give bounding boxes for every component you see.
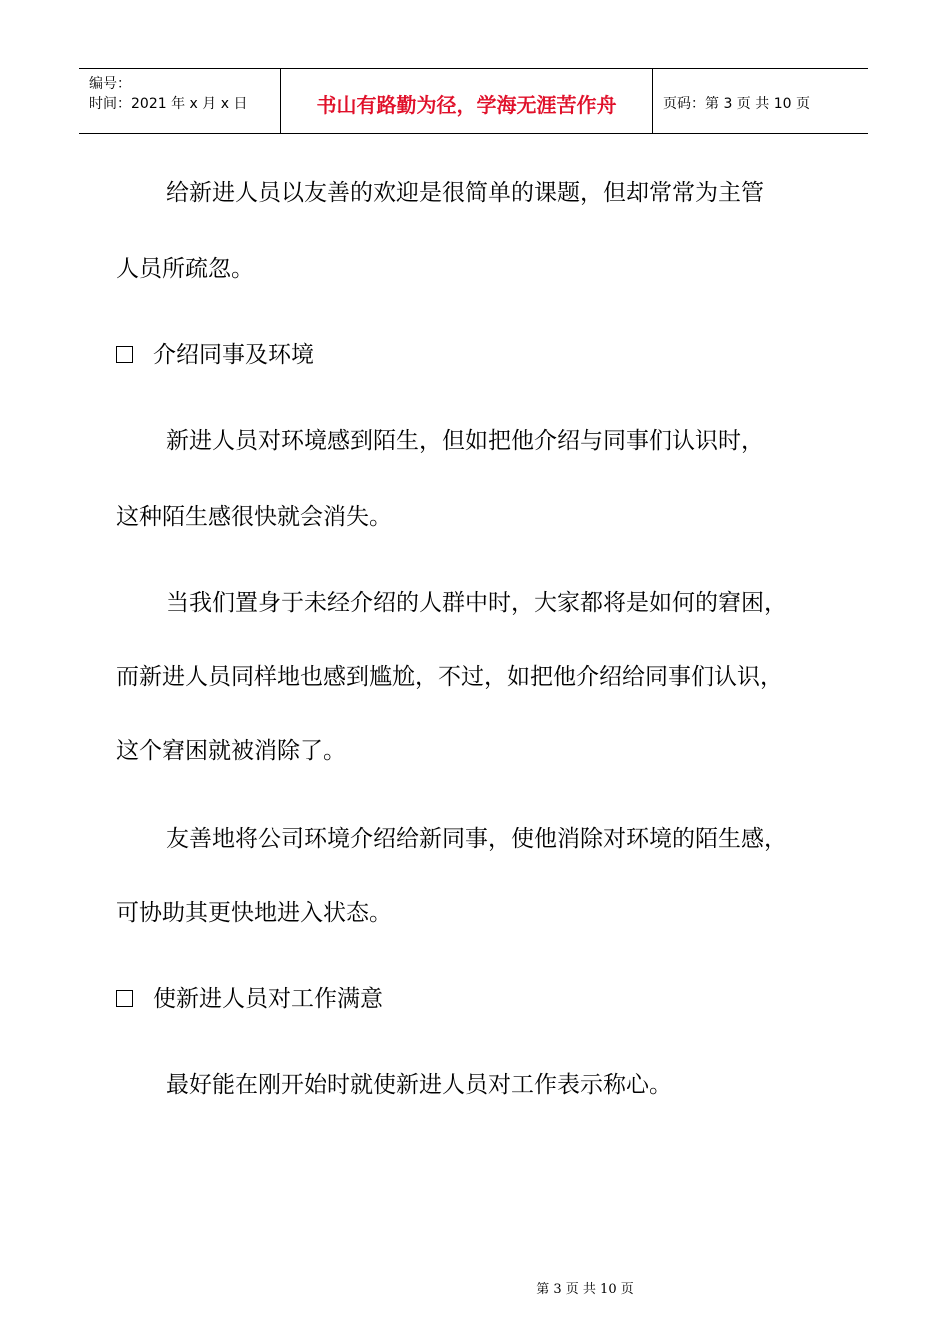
paragraph-line: 而新进人员同样地也感到尴尬，不过，如把他介绍给同事们认识，	[116, 664, 783, 690]
paragraph-line: 给新进人员以友善的欢迎是很简单的课题，但却常常为主管	[166, 180, 764, 206]
document-date-label: 时间：2021 年 x 月 x 日	[89, 96, 248, 112]
document-number-label: 编号：	[89, 76, 131, 92]
header-page-info: 页码：第 3 页 共 10 页	[663, 96, 810, 112]
paragraph-line: 可协助其更快地进入状态。	[116, 900, 392, 926]
header-motto: 书山有路勤为径，学海无涯苦作舟	[281, 69, 653, 133]
paragraph-line: 这个窘困就被消除了。	[116, 738, 346, 764]
section-heading-job-satisfaction	[116, 984, 836, 1014]
section-heading-text: 介绍同事及环境	[153, 342, 314, 368]
document-header	[79, 68, 868, 134]
section-heading-introduce-colleagues	[116, 340, 836, 370]
checkbox-bullet-icon	[116, 346, 133, 363]
section-heading-text: 使新进人员对工作满意	[153, 986, 383, 1012]
paragraph-line: 友善地将公司环境介绍给新同事，使他消除对环境的陌生感，	[166, 826, 787, 852]
page-footer: 第 3 页 共 10 页	[536, 1282, 634, 1297]
paragraph-line: 新进人员对环境感到陌生，但如把他介绍与同事们认识时，	[166, 428, 764, 454]
header-meta-cell	[79, 69, 281, 133]
paragraph-line: 当我们置身于未经介绍的人群中时，大家都将是如何的窘困，	[166, 590, 787, 616]
checkbox-bullet-icon	[116, 990, 133, 1007]
paragraph-line: 最好能在刚开始时就使新进人员对工作表示称心。	[166, 1072, 672, 1098]
paragraph-line: 这种陌生感很快就会消失。	[116, 504, 392, 530]
paragraph-line: 人员所疏忽。	[116, 256, 254, 282]
